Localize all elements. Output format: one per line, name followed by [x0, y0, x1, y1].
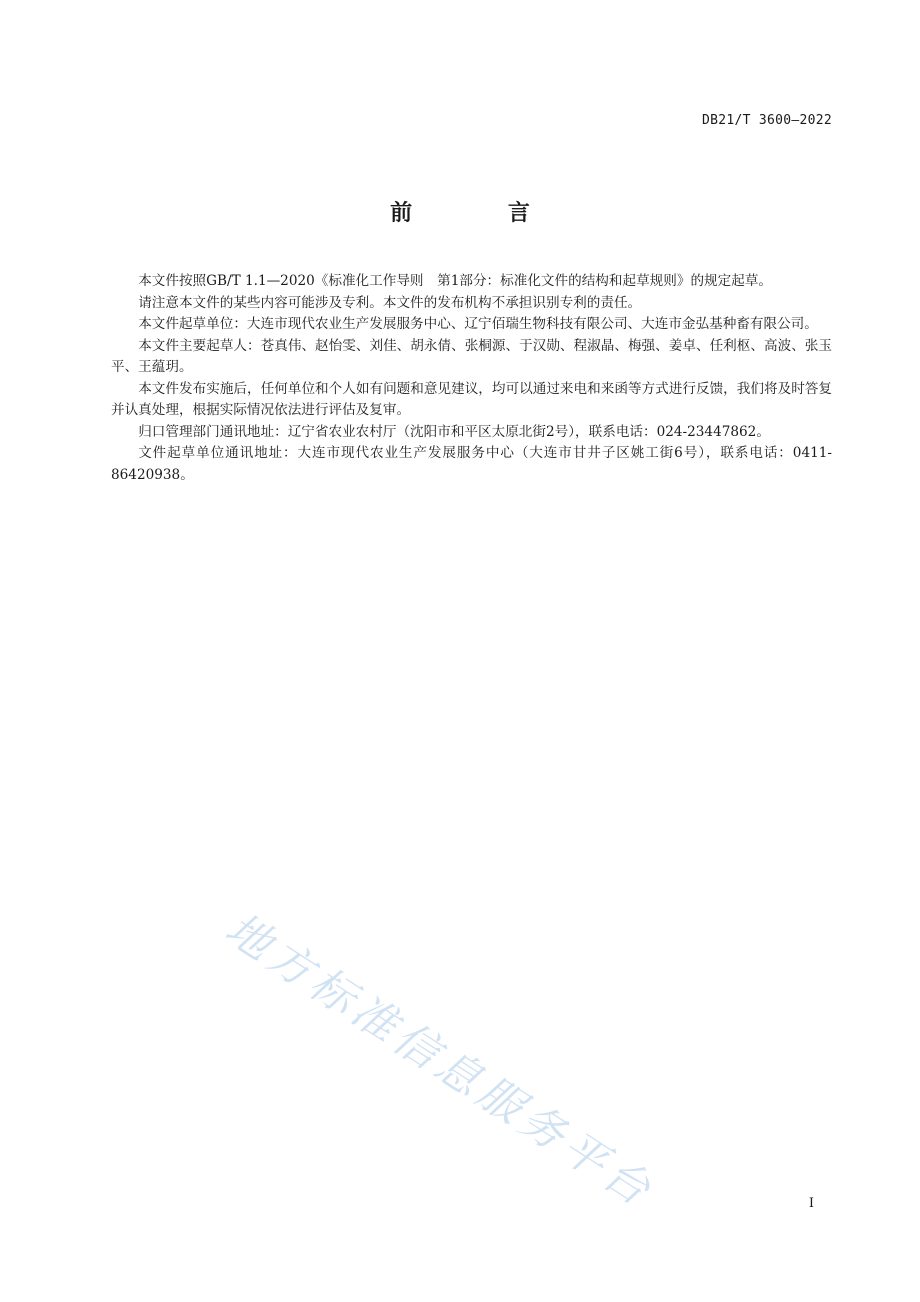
preface-body [111, 271, 832, 486]
paragraph-drafting-rules: 本文件按照GB/T 1.1—2020《标准化工作导则 第1部分：标准化文件的结构和起草规则》的规定起草。 [138, 273, 773, 289]
standard-code: DB21/T 3600—2022 [701, 113, 832, 128]
page-number: I [808, 1196, 814, 1211]
paragraph-drafters: 本文件主要起草人：苍真伟、赵怡雯、刘佳、胡永倩、张桐源、于汉勋、程淑晶、梅强、姜卓、任利枢、高波、张玉平、王蕴玥。 [111, 337, 832, 375]
paragraph-drafter-address: 文件起草单位通讯地址：大连市现代农业生产发展服务中心（大连市甘井子区姚工街6号），联系电话：0411-86420938。 [111, 445, 832, 483]
paragraph-authority-address: 归口管理部门通讯地址：辽宁省农业农村厅（沈阳市和平区太原北街2号），联系电话：024-23447862。 [138, 423, 770, 440]
page-title: 前 言 [390, 201, 574, 226]
paragraph-feedback: 本文件发布实施后，任何单位和个人如有问题和意见建议，均可以通过来电和来函等方式进行反馈，我们将及时答复并认真处理，根据实际情况依法进行评估及复审。 [111, 380, 832, 418]
watermark: 地方标准信息服务平台 [216, 903, 664, 1219]
paragraph-drafting-units: 本文件起草单位：大连市现代农业生产发展服务中心、辽宁佰瑞生物科技有限公司、大连市金弘基种畜有限公司。 [138, 316, 818, 332]
paragraph-patent-notice: 请注意本文件的某些内容可能涉及专利。本文件的发布机构不承担识别专利的责任。 [138, 294, 642, 311]
